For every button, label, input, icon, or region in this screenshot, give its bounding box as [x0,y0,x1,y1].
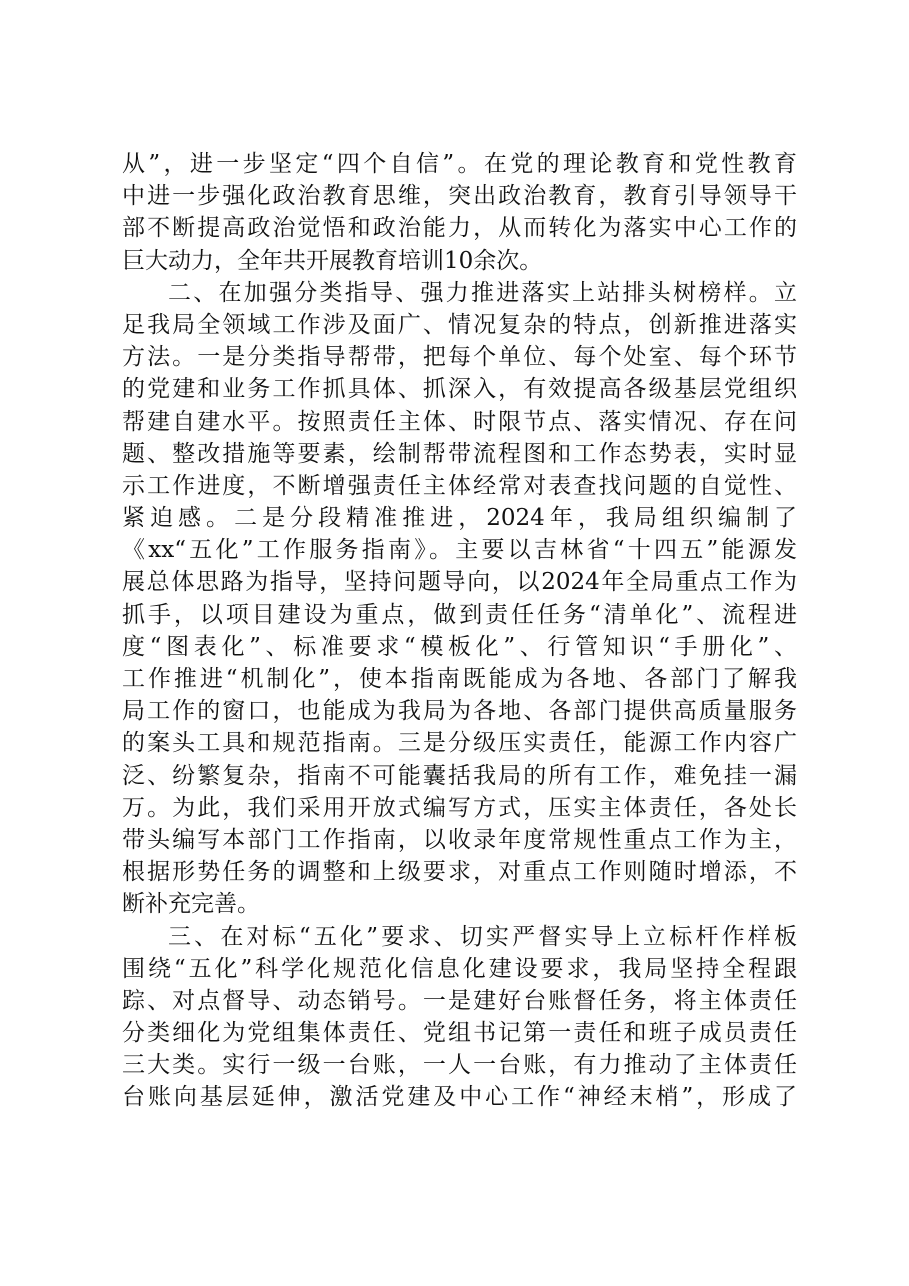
text-line: 分类细化为党组集体责任、党组书记第一责任和班子成员责任 [122,1020,797,1047]
text-line: 从”，进一步坚定“四个自信”。在党的理论教育和党性教育 [122,151,797,177]
text-line: 踪、对点督导、动态销号。一是建好台账督任务，将主体责任 [122,987,797,1014]
text-line: 示工作进度，不断增强责任主体经常对表查找问题的自觉性、 [122,472,797,499]
text-line: 部不断提高政治觉悟和政治能力，从而转化为落实中心工作的 [122,215,797,242]
text-line: 度“图表化”、标准要求“模板化”、行管知识“手册化”、 [122,633,797,660]
text-line: 三大类。实行一级一台账，一人一台账，有力推动了主体责任 [122,1052,797,1079]
paragraph-section-two [122,277,797,921]
text-line: 的案头工具和规范指南。三是分级压实责任，能源工作内容广 [122,730,797,757]
text-line: 抓手，以项目建设为重点，做到责任任务“清单化”、流程进 [122,601,797,628]
text-line: 展总体思路为指导，坚持问题导向，以2024年全局重点工作为 [122,569,797,596]
text-line: 带头编写本部门工作指南，以收录年度常规性重点工作为主， [122,826,797,853]
text-line: 巨大动力，全年共开展教育培训10余次。 [122,247,543,274]
text-line: 台账向基层延伸，激活党建及中心工作“神经末梢”，形成了 [122,1084,797,1111]
text-line: 中进一步强化政治教育思维，突出政治教育，教育引导领导干 [122,183,797,210]
text-line: 题、整改措施等要素，绘制帮带流程图和工作态势表，实时显 [122,440,797,467]
paragraph-section-three [122,921,797,1114]
text-line: 方法。一是分类指导帮带，把每个单位、每个处室、每个环节 [122,344,797,371]
text-line: 根据形势任务的调整和上级要求，对重点工作则随时增添，不 [122,859,797,886]
text-line: 《xx“五化”工作服务指南》。主要以吉林省“十四五”能源发 [122,537,797,564]
text-line: 万。为此，我们采用开放式编写方式，压实主体责任，各处长 [122,794,797,821]
text-line: 紧迫感。二是分段精准推进，2024年，我局组织编制了 [122,505,797,532]
text-line: 局工作的窗口，也能成为我局为各地、各部门提供高质量服务 [122,698,797,725]
paragraph-education [122,148,797,277]
text-line: 工作推进“机制化”，使本指南既能成为各地、各部门了解我 [122,666,797,692]
text-line: 三、在对标“五化”要求、切实严督实导上立标杆作样板 [168,923,797,950]
text-line: 的党建和业务工作抓具体、抓深入，有效提高各级基层党组织 [122,376,797,403]
text-line: 泛、纷繁复杂，指南不可能囊括我局的所有工作，难免挂一漏 [122,762,797,789]
text-line: 二、在加强分类指导、强力推进落实上站排头树榜样。立 [168,279,797,306]
document-page [122,148,797,1114]
text-line: 断补充完善。 [122,891,260,918]
text-line: 围绕“五化”科学化规范化信息化建设要求，我局坚持全程跟 [122,955,797,982]
text-line: 帮建自建水平。按照责任主体、时限节点、落实情况、存在问 [122,408,797,435]
text-line: 足我局全领域工作涉及面广、情况复杂的特点，创新推进落实 [122,311,797,338]
